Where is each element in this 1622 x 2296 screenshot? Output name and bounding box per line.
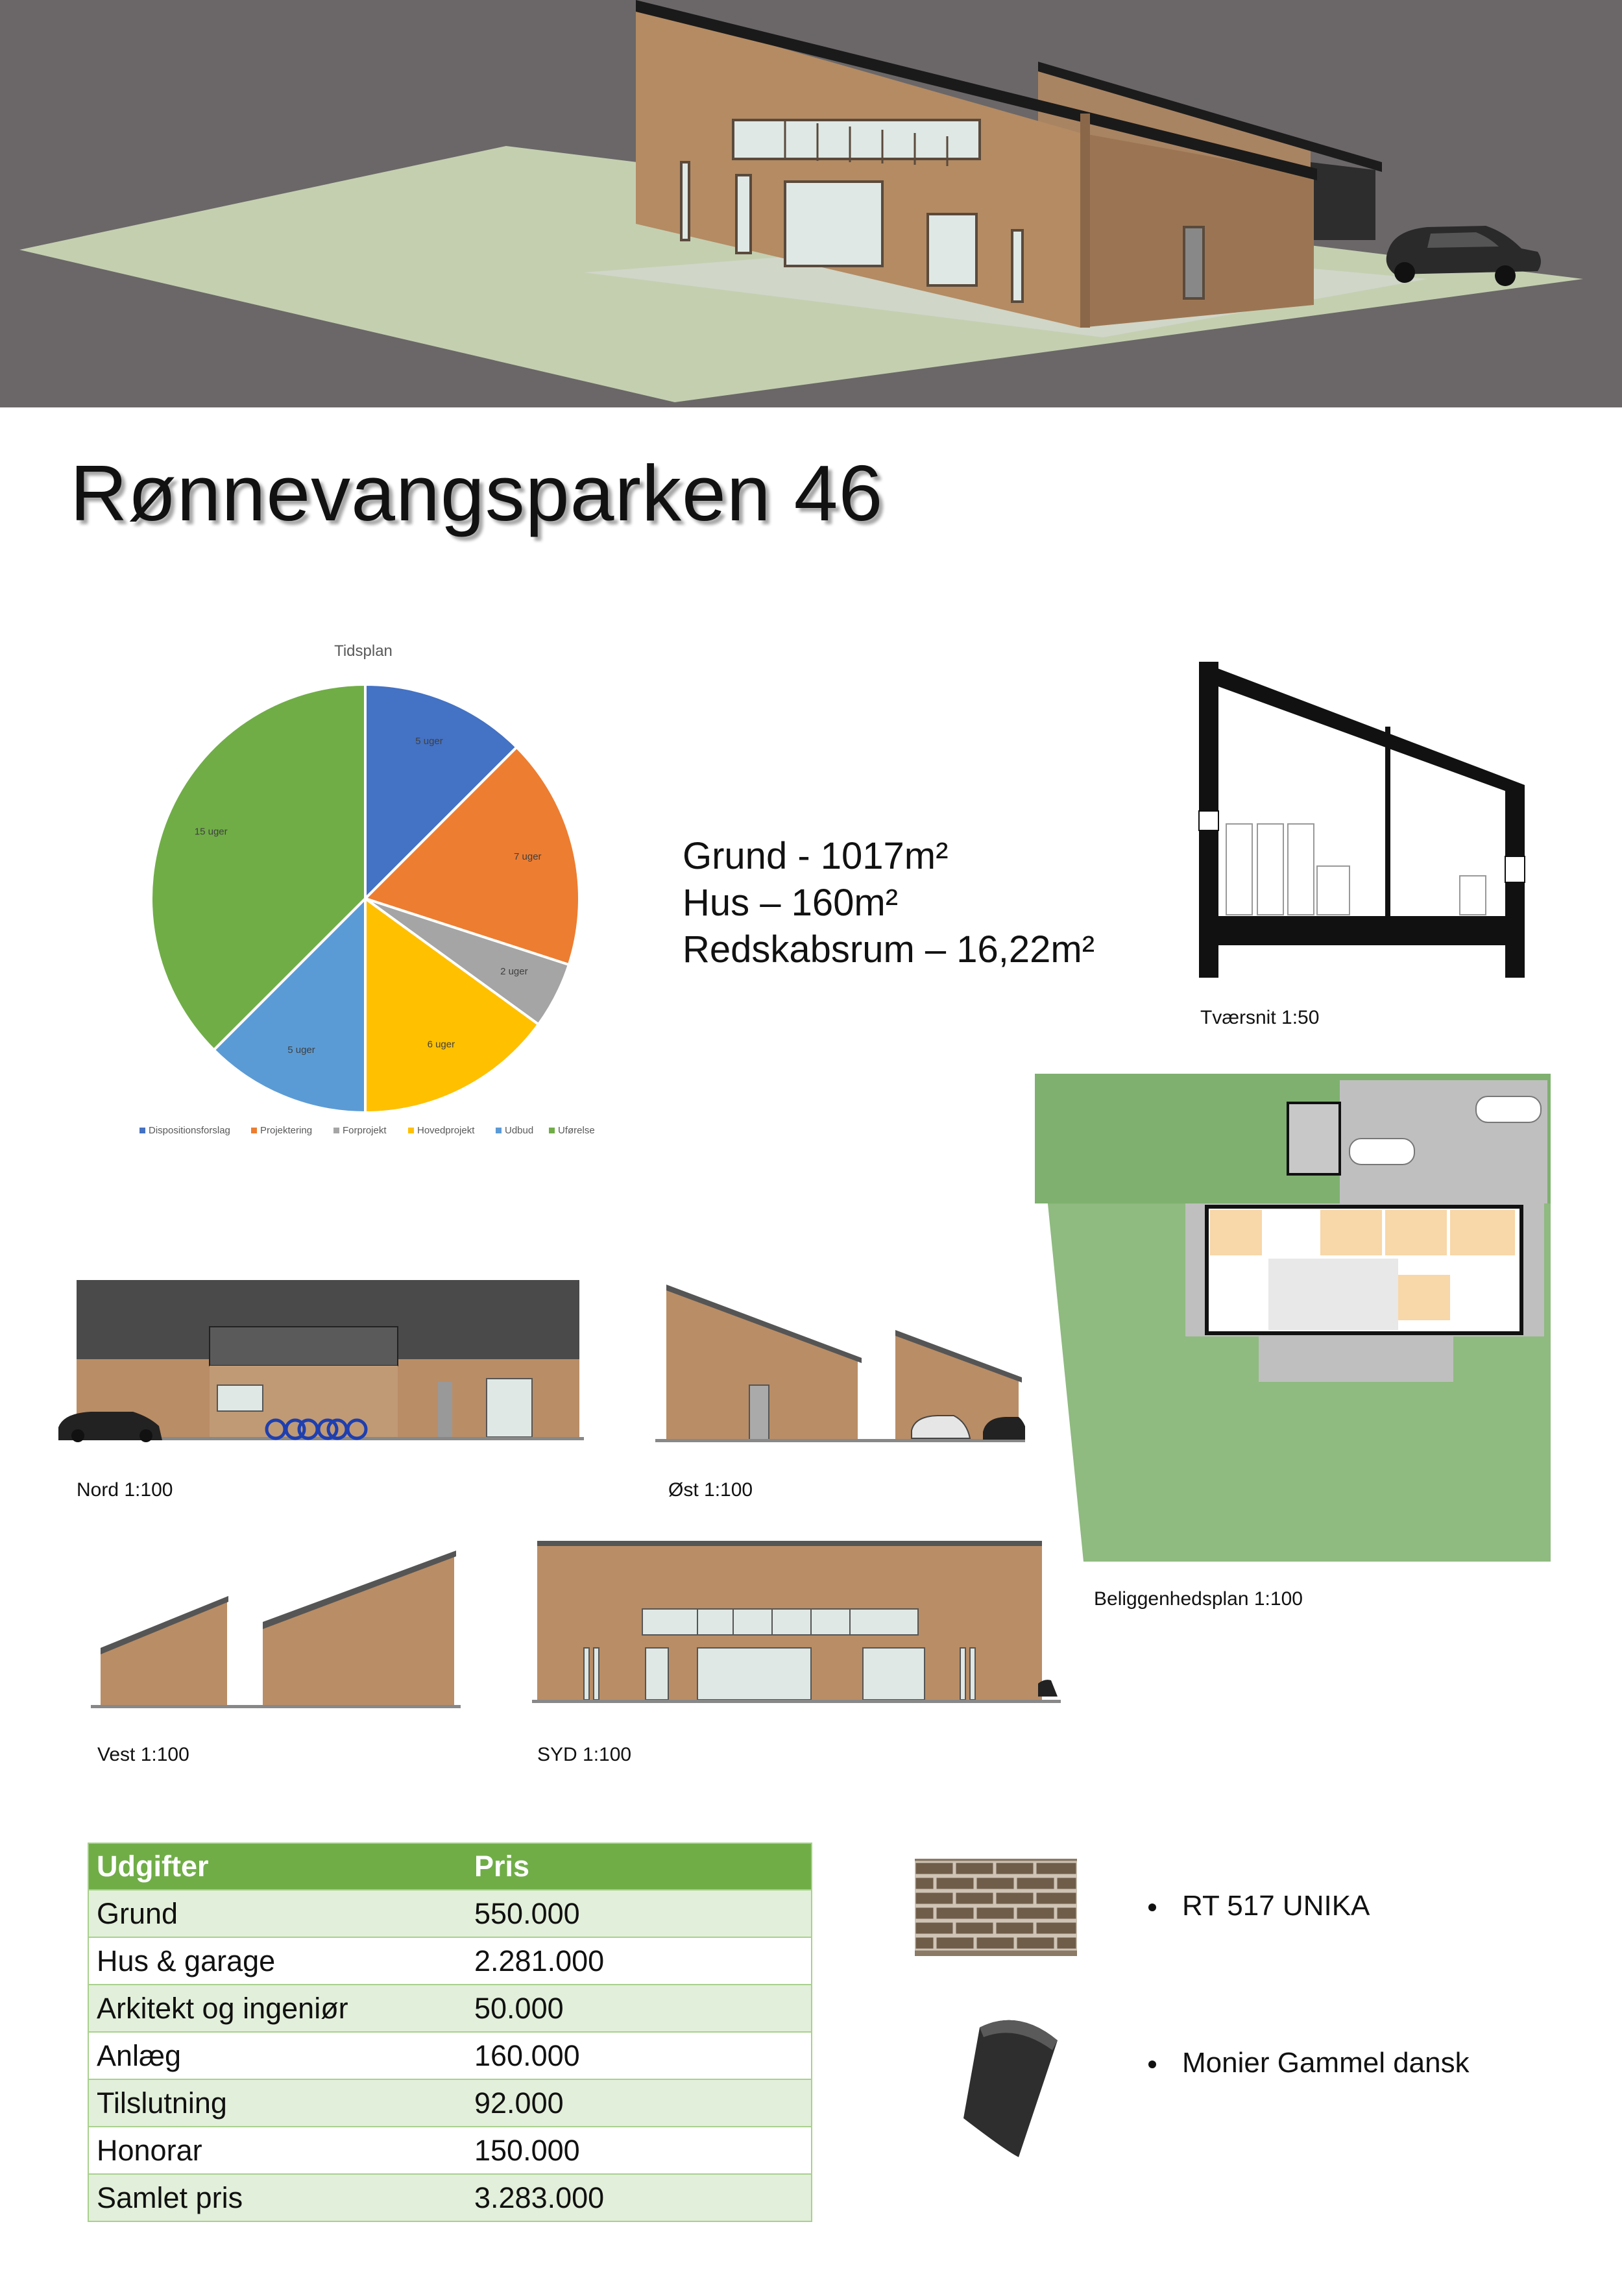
- south-elevation: [532, 1538, 1061, 1710]
- cost-table: [88, 1843, 812, 2222]
- cost-price: 3.283.000: [466, 2174, 812, 2221]
- site-caption: Beliggenhedsplan 1:100: [1094, 1588, 1303, 1610]
- pie-svg: [130, 642, 597, 1142]
- pie-data-label: 15 uger: [194, 826, 228, 838]
- material-brick-label: RT 517 UNIKA: [1182, 1890, 1370, 1922]
- roof-tile-swatch: [954, 2001, 1064, 2160]
- spec-grund: Grund - 1017m²: [683, 835, 949, 877]
- table-row: [88, 1985, 812, 2032]
- pie-data-label: 5 uger: [415, 736, 443, 747]
- north-elevation: [58, 1275, 584, 1444]
- cost-item: Anlæg: [88, 2032, 466, 2079]
- table-row: [88, 2079, 812, 2127]
- table-row: [88, 2032, 812, 2079]
- section-drawing: [1187, 662, 1531, 980]
- legend-label: Dispositionsforslag: [149, 1125, 230, 1136]
- site-plan: [1035, 1074, 1551, 1562]
- cost-price: 92.000: [466, 2079, 812, 2127]
- cost-item: Tilslutning: [88, 2079, 466, 2127]
- cost-item: Hus & garage: [88, 1937, 466, 1985]
- legend-label: Forprojekt: [343, 1125, 387, 1136]
- material-roof: [1148, 2047, 1470, 2079]
- table-row: [88, 2127, 812, 2174]
- south-caption: SYD 1:100: [537, 1744, 632, 1765]
- legend-label: Hovedprojekt: [417, 1125, 475, 1136]
- specs-block: [683, 833, 1095, 973]
- bullet-icon: [1148, 2060, 1156, 2068]
- cost-price: 550.000: [466, 1890, 812, 1937]
- pie-data-label: 2 uger: [500, 965, 528, 977]
- header-udgifter: Udgifter: [88, 1843, 466, 1890]
- cost-price: 2.281.000: [466, 1937, 812, 1985]
- legend-label: Uførelse: [558, 1125, 595, 1136]
- north-caption: Nord 1:100: [77, 1479, 173, 1501]
- cost-item: Grund: [88, 1890, 466, 1937]
- chart-title: Tidsplan: [334, 642, 393, 660]
- house-3d-render: [0, 0, 1622, 407]
- hero-render: [0, 0, 1622, 407]
- brick-swatch: [915, 1859, 1077, 1956]
- table-header-row: [88, 1843, 812, 1890]
- cost-item: Honorar: [88, 2127, 466, 2174]
- legend-swatch: [496, 1128, 502, 1133]
- pie-data-label: 7 uger: [514, 851, 542, 862]
- legend-swatch: [139, 1128, 145, 1133]
- legend-swatch: [408, 1128, 414, 1133]
- bullet-icon: [1148, 1903, 1156, 1911]
- cost-price: 150.000: [466, 2127, 812, 2174]
- legend-swatch: [549, 1128, 555, 1133]
- cost-item: Arkitekt og ingeniør: [88, 1985, 466, 2032]
- legend-swatch: [251, 1128, 257, 1133]
- east-caption: Øst 1:100: [668, 1479, 753, 1501]
- legend-label: Projektering: [260, 1125, 313, 1136]
- page-title: Rønnevangsparken 46: [70, 449, 884, 537]
- west-elevation: [91, 1547, 461, 1710]
- spec-hus: Hus – 160m²: [683, 882, 899, 924]
- header-pris: Pris: [466, 1843, 812, 1890]
- material-brick: [1148, 1890, 1370, 1922]
- legend-swatch: [333, 1128, 339, 1133]
- cost-price: 160.000: [466, 2032, 812, 2079]
- material-roof-label: Monier Gammel dansk: [1182, 2047, 1470, 2079]
- west-caption: Vest 1:100: [97, 1744, 189, 1765]
- east-elevation: [655, 1281, 1025, 1444]
- table-row: [88, 2174, 812, 2221]
- legend-label: Udbud: [505, 1125, 534, 1136]
- table-row: [88, 1890, 812, 1937]
- pie-data-label: 6 uger: [427, 1039, 455, 1050]
- pie-data-label: 5 uger: [287, 1044, 315, 1056]
- cost-price: 50.000: [466, 1985, 812, 2032]
- cost-item: Samlet pris: [88, 2174, 466, 2221]
- cost-table-wrapper: [88, 1843, 812, 2222]
- section-caption: Tværsnit 1:50: [1200, 1007, 1320, 1028]
- table-row: [88, 1937, 812, 1985]
- spec-redskabsrum: Redskabsrum – 16,22m²: [683, 928, 1095, 971]
- schedule-pie-chart: [130, 642, 597, 1155]
